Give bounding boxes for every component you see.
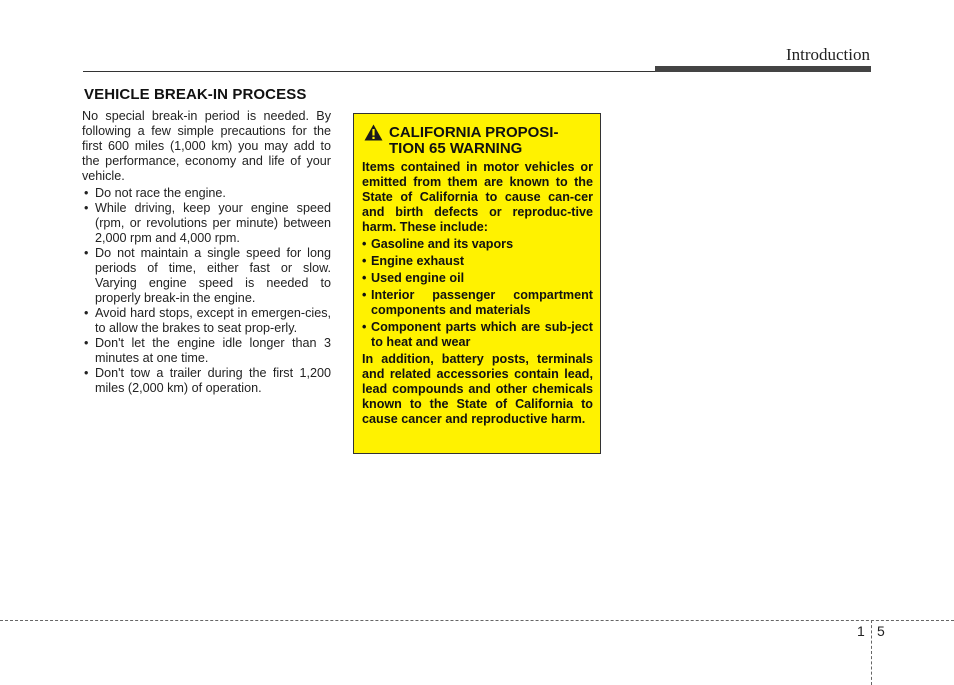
footer-vertical-divider [871,620,872,685]
warning-outro: In addition, battery posts, terminals and related accessories contain lead, lead compounds and other chemicals known to the State of California to cause cancer and reproductive harm. [362,352,593,426]
break-in-list [82,186,331,396]
bullet-icon: • [362,254,367,268]
list-item: • Component parts which are sub-ject to heat and wear [362,320,593,349]
section-title: VEHICLE BREAK-IN PROCESS [84,86,307,103]
list-item: • Interior passenger compartment components and materials [362,288,593,317]
footer-divider [0,620,954,621]
bullet-icon: • [362,288,367,302]
bullet-icon: • [84,246,89,260]
list-item: • Gasoline and its vapors [362,237,514,251]
bullet-icon: • [362,271,367,285]
header-accent-bar [655,66,871,72]
intro-paragraph: No special break-in period is needed. By following a few simple precautions for the first 600 miles (1,000 km) you may add to the performance, economy and life of your vehicle. [82,109,331,183]
list-item: • While driving, keep your engine speed (rpm, or revolutions per minute) between 2,000 rpm and 4,000 rpm. [84,201,331,245]
chapter-number: 1 [857,623,865,639]
warning-body [362,160,593,427]
list-item: • Don't let the engine idle longer than 3 minutes at one time. [84,336,331,365]
list-item: • Do not race the engine. [84,186,226,200]
bullet-icon: • [84,306,89,320]
list-item: • Avoid hard stops, except in emergen-cies, to allow the brakes to seat prop-erly. [84,306,331,335]
bullet-icon: • [84,201,89,215]
bullet-icon: • [84,336,89,350]
warning-list [362,237,593,350]
list-item: • Used engine oil [362,271,465,285]
list-item: • Engine exhaust [362,254,465,268]
header-rule [83,71,655,72]
page-number: 5 [877,623,885,639]
list-item: • Don't tow a trailer during the first 1,200 miles (2,000 km) of operation. [84,366,331,395]
bullet-icon: • [362,237,367,251]
bullet-icon: • [362,320,367,334]
prop65-warning-box [353,113,601,454]
warning-title: CALIFORNIA PROPOSI-TION 65 WARNING [389,124,559,157]
bullet-icon: • [84,366,89,380]
section-header-title: Introduction [785,45,870,64]
list-item: • Do not maintain a single speed for long periods of time, either fast or slow. Varying engine speed is needed to properly break-in the engine. [84,246,331,305]
warning-intro: Items contained in motor vehicles or emitted from them are known to the State of California to cause can-cer and birth defects or reproduc-tive harm. These include: [362,160,593,234]
break-in-column [82,109,331,396]
bullet-icon: • [84,186,89,200]
warning-triangle-icon [364,124,383,141]
